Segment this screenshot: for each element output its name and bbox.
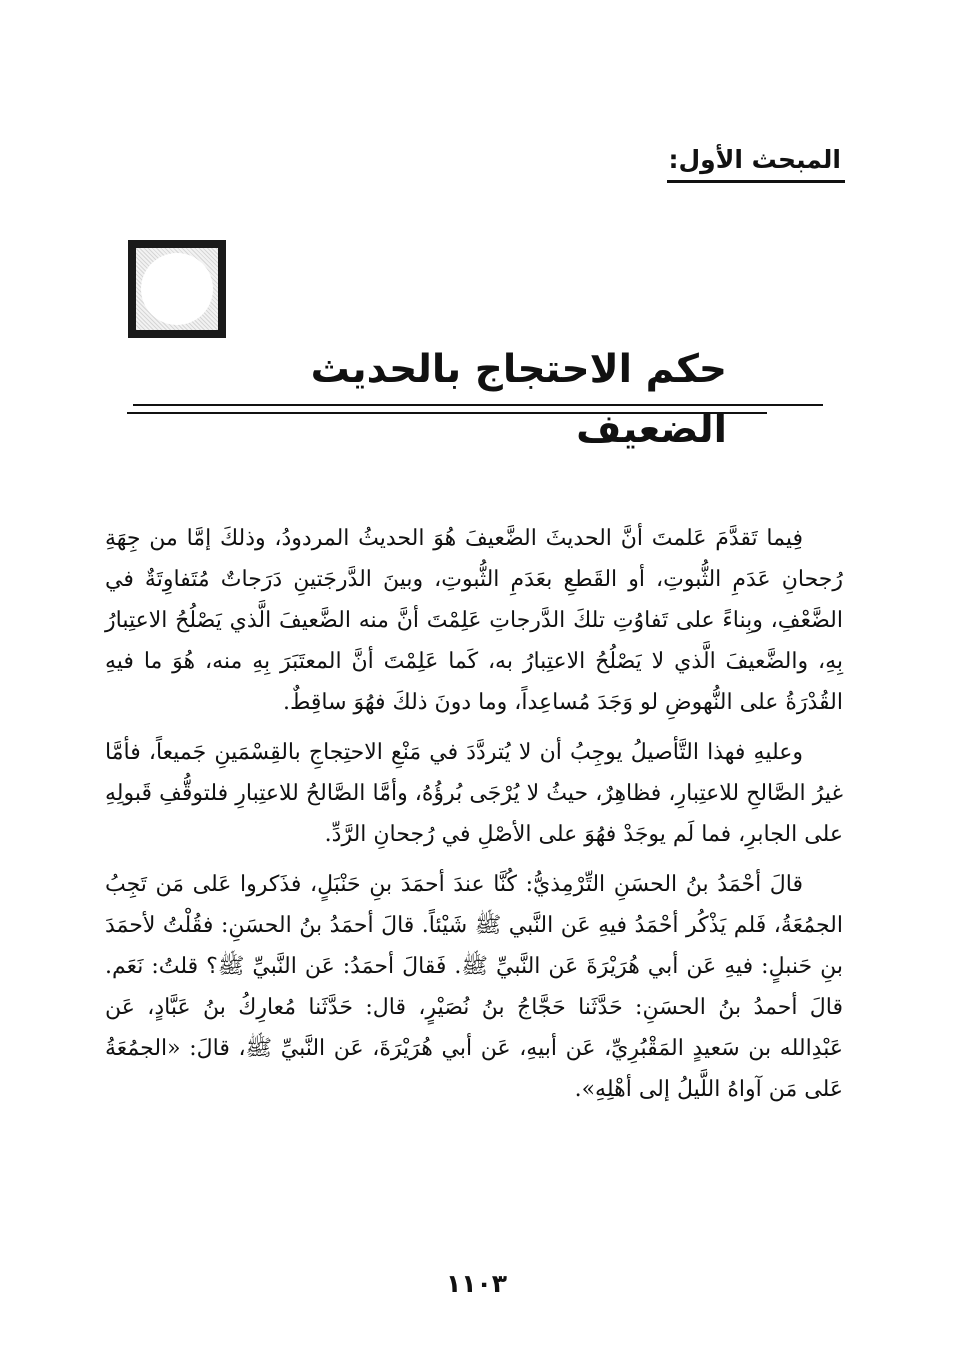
- title-rule-lower: [127, 412, 767, 414]
- paragraph-1: فِيما تَقدَّمَ عَلمتَ أنَّ الحديثَ الضَّعيفَ هُوَ الحديثُ المردودُ، وذلكَ إمَّا من جِهَةِ رُجحانِ عَدَمِ الثُّبوتِ، أو القَطعِ بعَدَمِ الثُّبوتِ، وبينَ الدَّرجَتينِ دَرَجاتٌ مُتَفاوِتَةٌ في الضَّعْفِ، وبِناءً على تَفاوُتِ تلكَ الدَّرجاتِ عَلِمْتَ أنَّ منه الضَّعيفَ الَّذي يَصْلُحُ الاعتِبارُ بِهِ، والضَّعيفَ الَّذي لا يَصْلُحُ الاعتِبارُ به، كَما عَلِمْتَ أنَّ المعتَبَرَ بِهِ منه، هُوَ ما فيهِ القُدْرَةُ على النُّهوضِ لو وَجَدَ مُساعِداً، وما دونَ ذلكَ فهُوَ ساقِطٌ.: [105, 526, 843, 715]
- page-number: ١١٠٣: [445, 1269, 508, 1298]
- body-text: [105, 518, 843, 1119]
- chapter-title: حكم الاحتجاج بالحديث الضعيف: [310, 347, 727, 452]
- title-rule-upper: [133, 404, 823, 406]
- ornament-circle: [141, 253, 213, 325]
- section-label: المبحث الأول:: [668, 145, 841, 174]
- paragraph-3: قالَ أحْمَدُ بنُ الحسَنِ التِّرْمِذيُّ: كُنَّا عندَ أحمَدَ بنِ حَنْبَلٍ، فذَكروا عَلى مَن تَجِبُ الجمُعَةُ، فَلم يَذْكُر أحْمَدُ فيهِ عَن النَّبي ﷺ شَيْئاً. قالَ أحمَدُ بنُ الحسَنِ: فقُلْتُ لأحمَدَ بنِ حَنبلٍ: فيهِ عَن أبي هُرَيْرَةَ عَن النَّبيِّ ﷺ. فَقالَ أحمَدُ: عَن النَّبيِّ ﷺ؟ قلتُ: نَعَم. قالَ أحمدُ بنُ الحسَنِ: حَدَّثَنا حَجَّاجُ بنُ نُصَيْرٍ، قال: حَدَّثَنا مُعارِكُ بنُ عَبَّادٍ، عَن عَبْدِالله بن سَعيدٍ المَقْبُرِيِّ، عَن أبيهِ، عَن أبي هُرَيْرَةَ، عَن النَّبيِّ ﷺ، قالَ: «الجمُعَةُ عَلى مَن آواهُ اللَّيلُ إلى أهْلِهِ».: [105, 872, 843, 1102]
- section-label-underline: [667, 180, 845, 183]
- chapter-ornament: [128, 240, 226, 338]
- paragraph-2: وعليهِ فهذا التَّأصيلُ يوجِبُ أن لا يُتردَّدَ في مَنْعِ الاحتِجاجِ بالقِسْمَينِ جَميعاً، فأمَّا غيرُ الصَّالحِ للاعتِبارِ، فظاهِرٌ، حيثُ لا يُرْجَى بُرؤُهُ، وأمَّا الصَّالحُ للاعتِبارِ فلتوقُّفِ قَبولِهِ على الجابرِ، فما لَم يوجَدْ فهُوَ على الأصْلِ في رُجحانِ الرَّدِّ.: [105, 740, 843, 847]
